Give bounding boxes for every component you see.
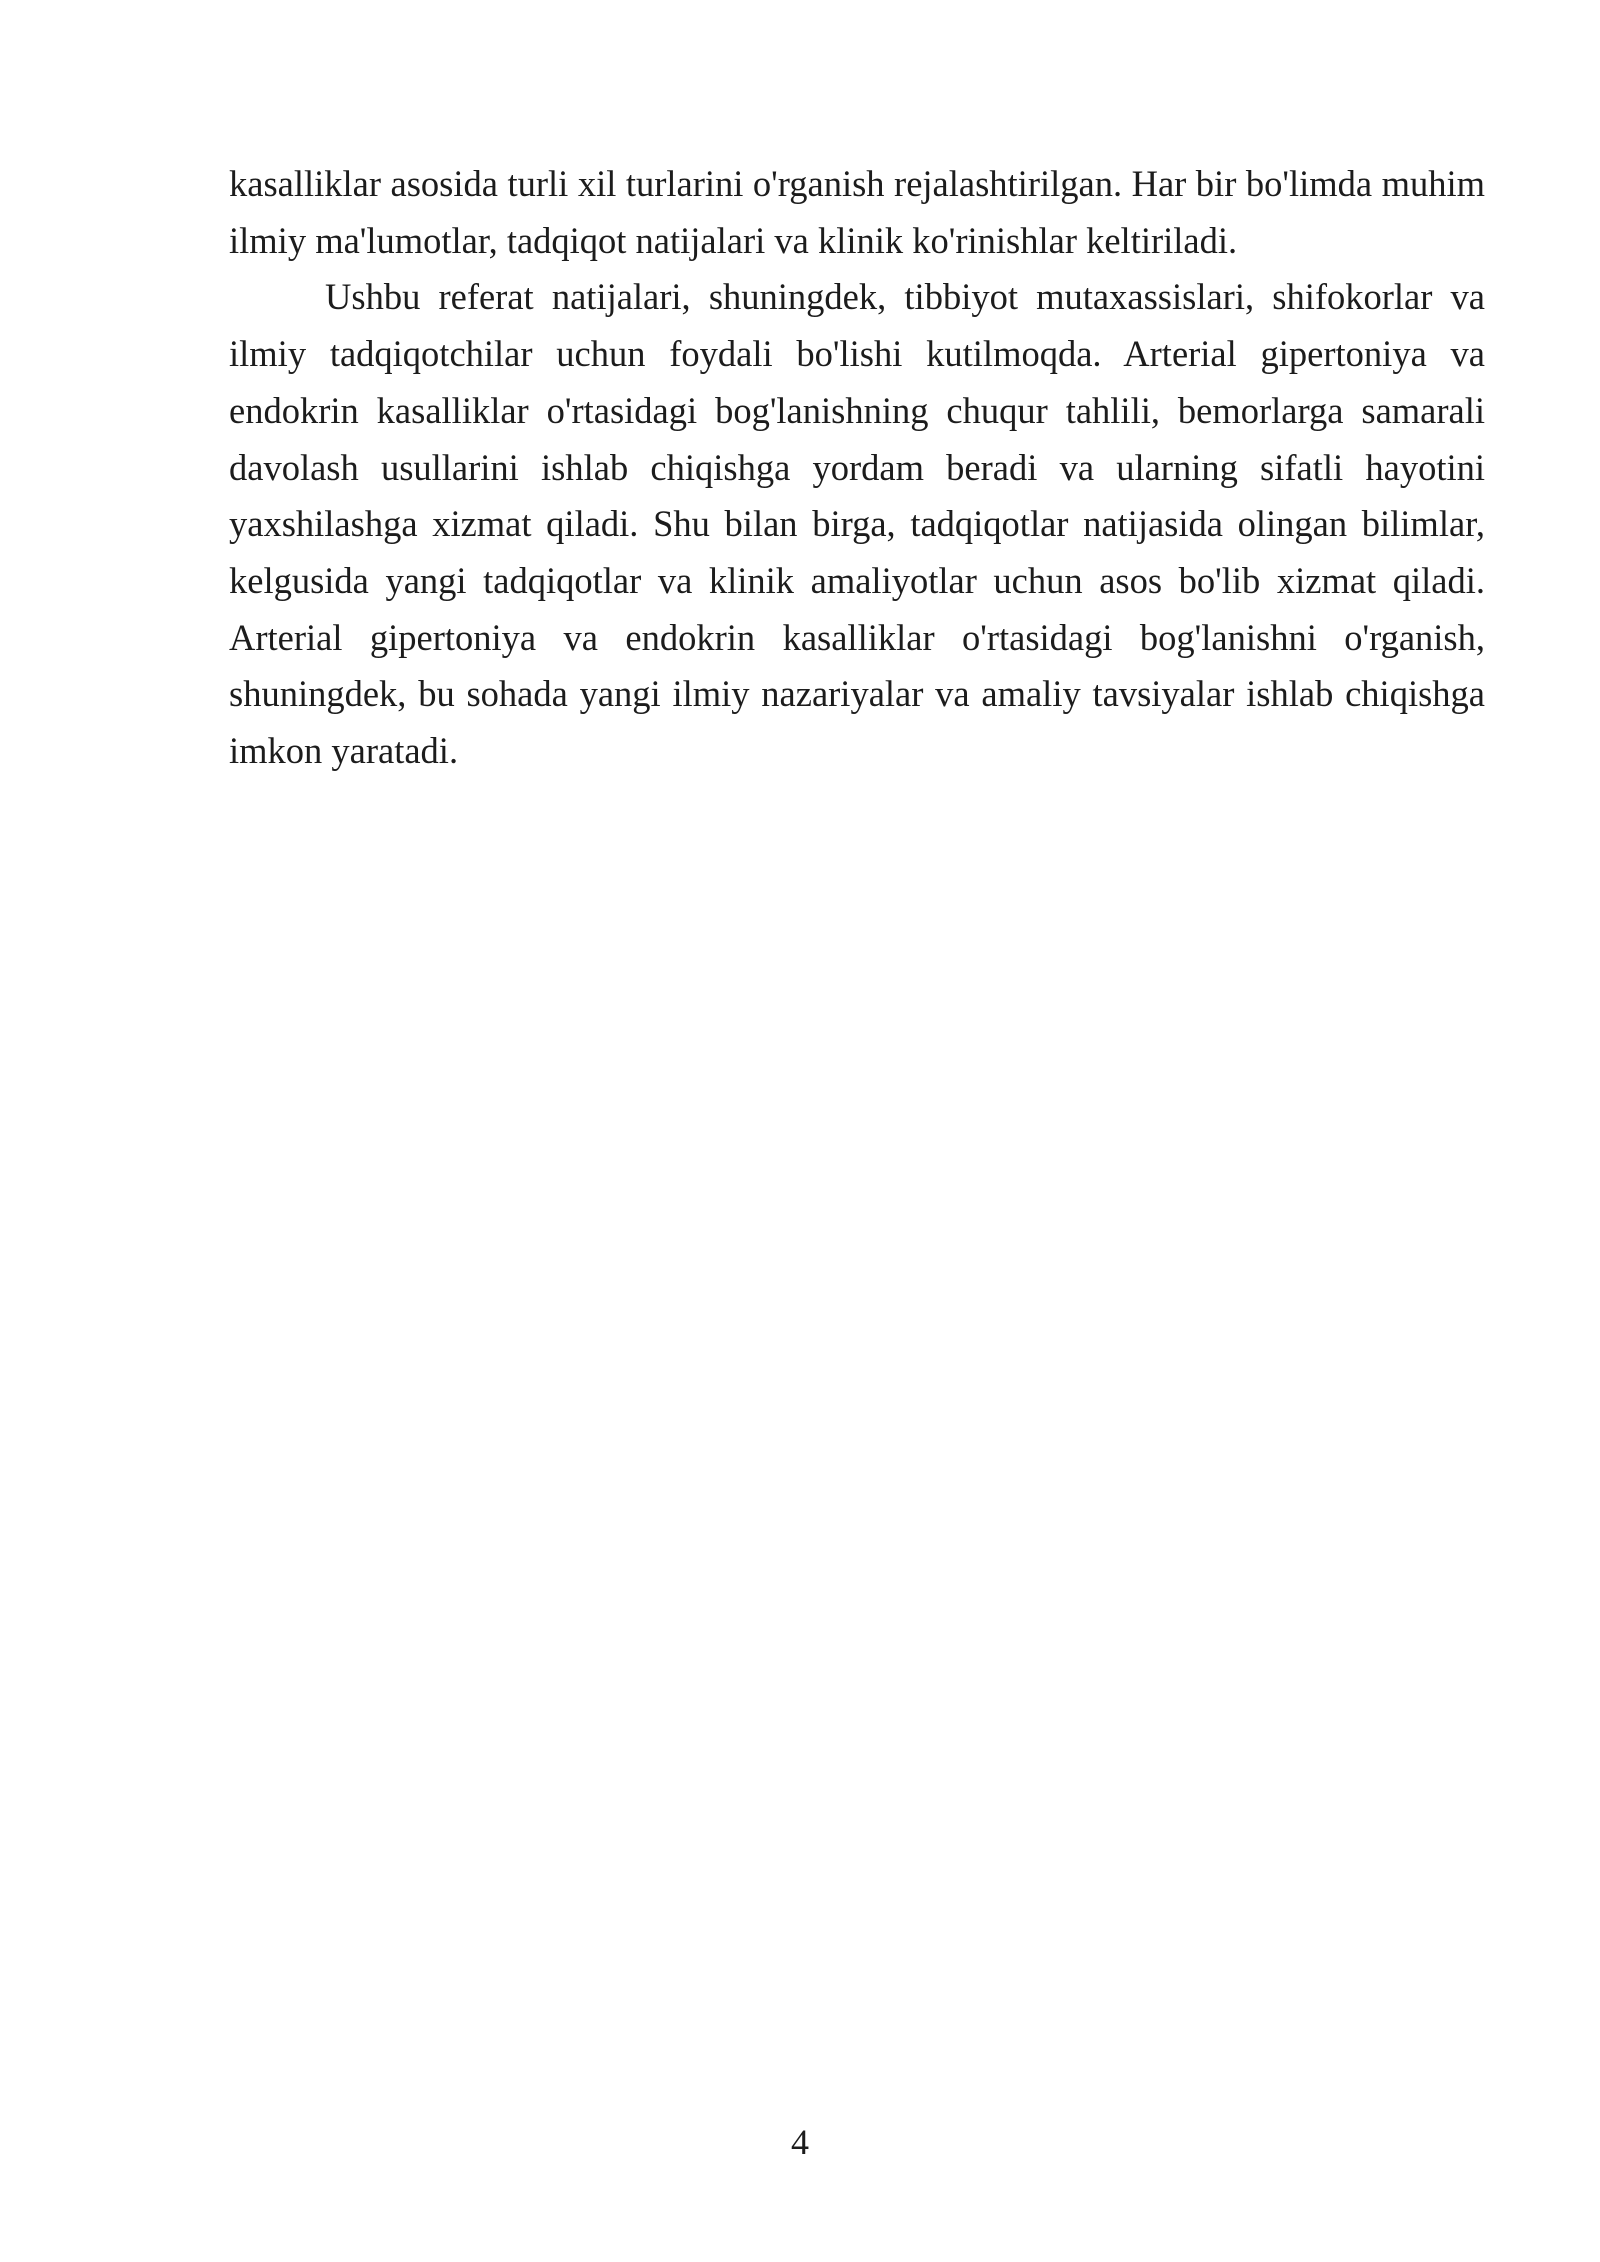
page-number: 4 (791, 2122, 809, 2162)
paragraph-conclusion: Ushbu referat natijalari, shuningdek, tibbiyot mutaxassislari, shifokorlar va ilmiy tadqiqotchilar uchun foydali bo'lishi kutilmoqda. Arterial gipertoniya va endokrin kasalliklar o'rtasidagi bog'lanishning chuqur tahlili, bemorlarga samarali davolash usullarini ishlab chiqishga yordam beradi va ularning sifatli hayotini yaxshilashga xizmat qiladi. Shu bilan birga, tadqiqotlar natijasida olingan bilimlar, kelgusida yangi tadqiqotlar va klinik amaliyotlar uchun asos bo'lib xizmat qiladi. Arterial gipertoniya va endokrin kasalliklar o'rtasidagi bog'lanishni o'rganish, shuningdek, bu sohada yangi ilmiy nazariyalar va amaliy tavsiyalar ishlab chiqishga imkon yaratadi. (229, 276, 1485, 772)
document-body (229, 156, 1485, 780)
paragraph-continuation: kasalliklar asosida turli xil turlarini o'rganish rejalashtirilgan. Har bir bo'limda muhim ilmiy ma'lumotlar, tadqiqot natijalari va klinik ko'rinishlar keltiriladi. (229, 163, 1485, 261)
